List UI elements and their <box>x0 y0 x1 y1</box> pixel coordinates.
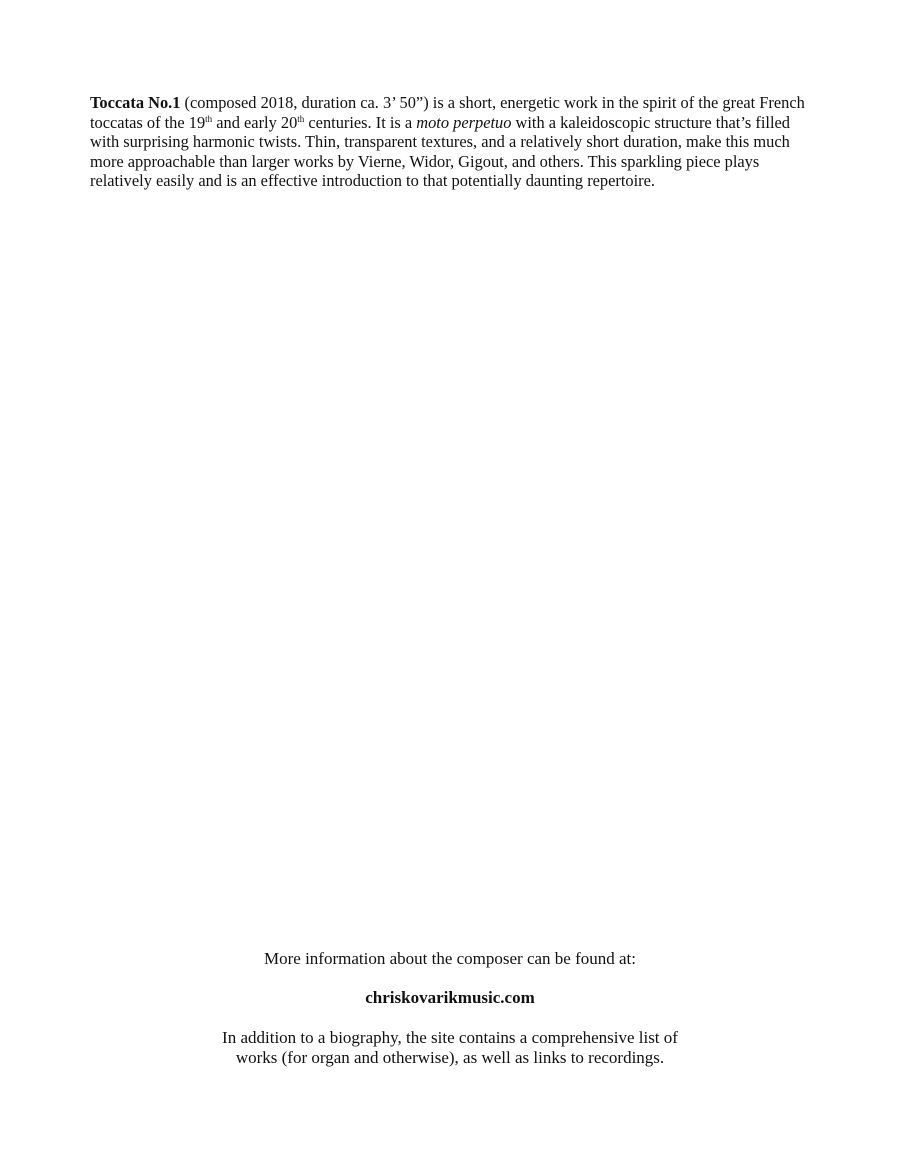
intro-text-4: with a kaleidoscopic structure that’s filled with surprising harmonic twists. Thin, transparent textures, and a relatively short duration, make this much more approachable than larger works by Vierne, Widor, Gigout, and others. This sparkling piece plays relatively easily and is an effective introduction to that potentially daunting repertoire. <box>90 112 790 191</box>
intro-text-3: centuries. It is a <box>304 112 417 132</box>
ordinal-superscript-2: th <box>297 113 305 124</box>
intro-text-2: and early 20 <box>212 112 298 132</box>
piece-title: Toccata No.1 <box>90 93 181 112</box>
intro-text-1: (composed 2018, duration ca. 3’ 50”) is a short, energetic work in the spirit of the great French toccatas of the 19 <box>90 93 805 132</box>
ordinal-superscript-1: th <box>205 113 213 124</box>
site-description-line-2: works (for organ and otherwise), as well as links to recordings. <box>235 1048 665 1067</box>
more-info-text: More information about the composer can be found at: <box>264 949 636 968</box>
intro-paragraph <box>90 93 812 191</box>
site-description-line-1: In addition to a biography, the site contains a comprehensive list of <box>222 1028 678 1047</box>
website-link-text: chriskovarikmusic.com <box>365 988 535 1007</box>
site-description <box>150 1028 750 1068</box>
italic-term: moto perpetuo <box>416 112 512 132</box>
